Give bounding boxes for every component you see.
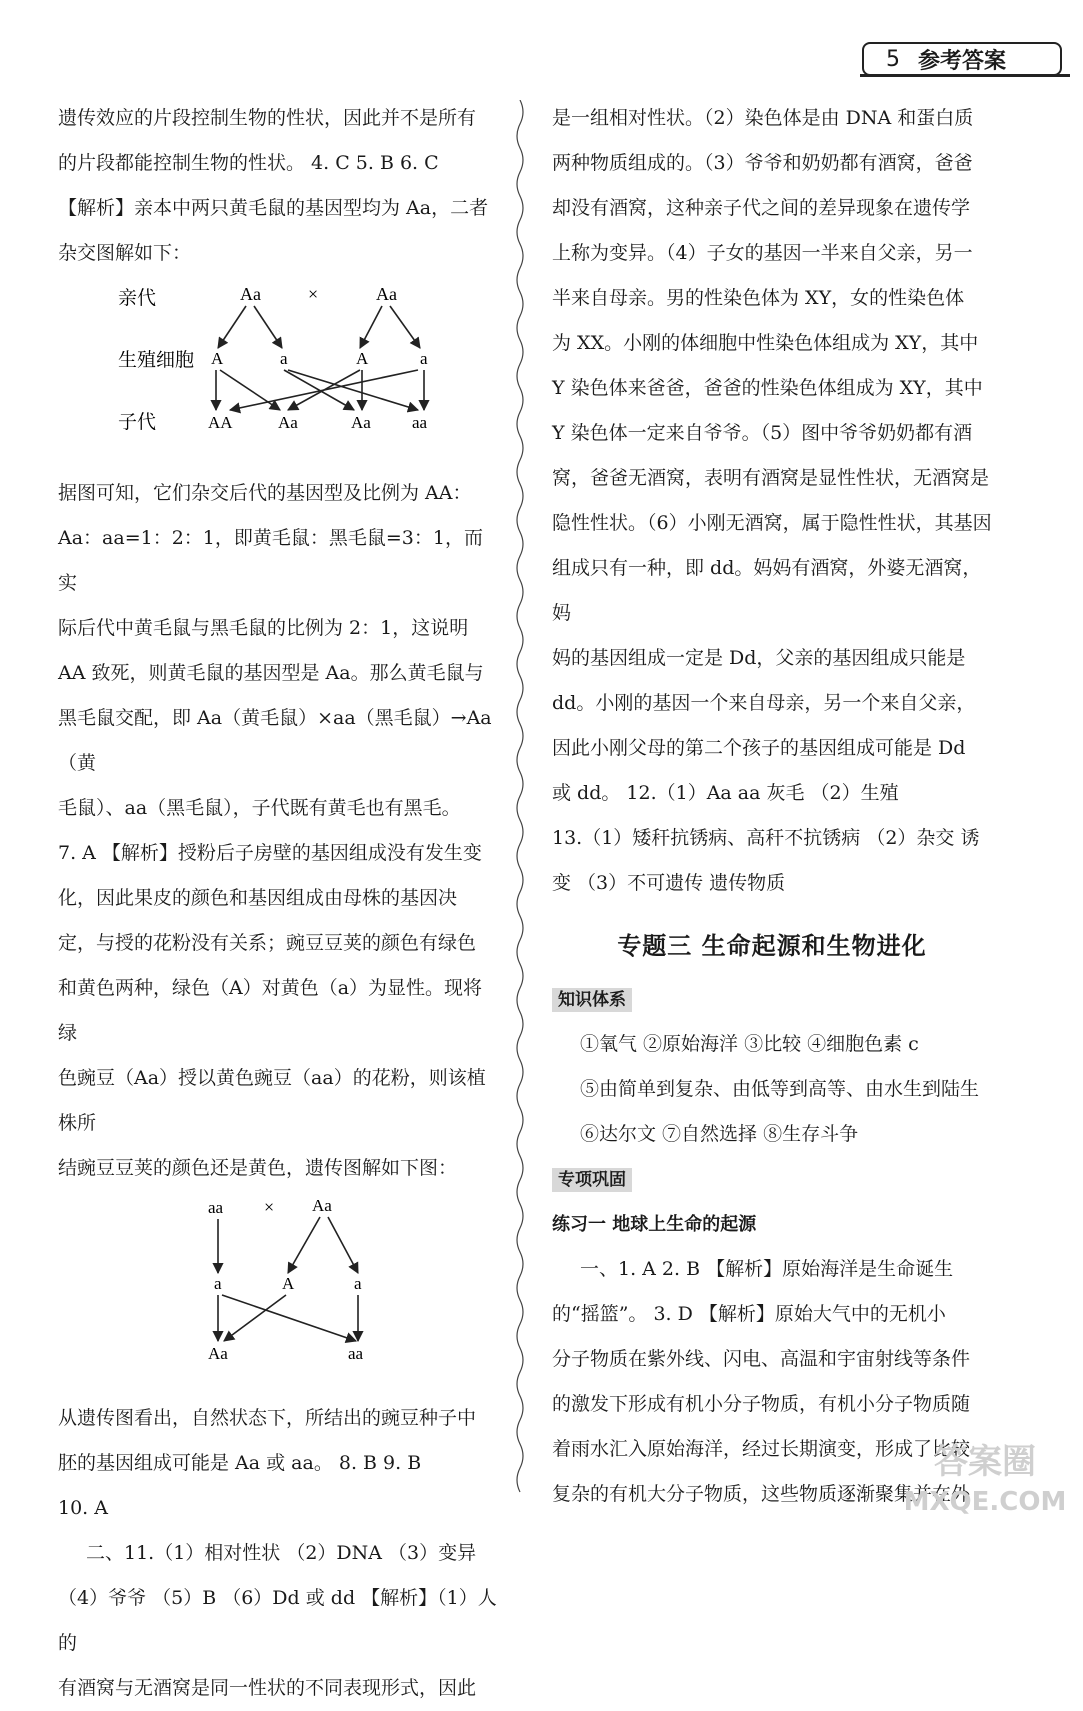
text-line: 从遗传图看出，自然状态下，所结出的豌豆种子中 xyxy=(58,1407,477,1429)
text-line: 13.（1）矮秆抗锈病、高秆不抗锈病 （2）杂交 诱 xyxy=(552,827,980,849)
text-line: 化，因此果皮的颜色和基因组成由母株的基因决 xyxy=(58,887,458,909)
parent-genotype: Aa xyxy=(376,284,397,304)
text-line: 定，与授的花粉没有关系；豌豆豆荚的颜色有绿色 xyxy=(58,932,477,954)
text-line: 分子物质在紫外线、闪电、高温和宇宙射线等条件 xyxy=(552,1348,971,1370)
text-line: 10. A xyxy=(58,1497,108,1519)
text-line: 复杂的有机大分子物质，这些物质逐渐聚集并在外 xyxy=(552,1483,971,1505)
text-line: 半来自母亲。男的性染色体为 XY，女的性染色体 xyxy=(552,287,965,309)
offspring-genotype: Aa xyxy=(208,1344,228,1363)
text-line: 妈的基因组成一定是 Dd，父亲的基因组成只能是 xyxy=(552,647,966,669)
row-label-parent: 亲代 xyxy=(118,288,157,309)
header-title: 参考答案 xyxy=(918,48,1007,74)
text-line: 色豌豆（Aa）授以黄色豌豆（aa）的花粉，则该植株所 xyxy=(58,1067,486,1134)
text-line: 际后代中黄毛鼠与黑毛鼠的比例为 2：1，这说明 xyxy=(58,617,469,639)
offspring-genotype: aa xyxy=(348,1344,364,1363)
text-line: 着雨水汇入原始海洋，经过长期演变，形成了比较 xyxy=(552,1438,971,1460)
offspring-genotype: Aa xyxy=(351,413,371,432)
row-label-gamete: 生殖细胞 xyxy=(118,350,195,371)
section-tag: 专项巩固 xyxy=(552,1168,632,1192)
text-line: 结豌豆豆荚的颜色还是黄色，遗传图解如下图： xyxy=(58,1157,458,1179)
gamete: A xyxy=(282,1274,295,1293)
text-line: AA 致死，则黄毛鼠的基因型是 Aa。那么黄毛鼠与 xyxy=(58,662,484,684)
knowledge-line: ①氧气 ②原始海洋 ③比较 ④细胞色素 c xyxy=(580,1033,919,1055)
text-line: 隐性性状。（6）小刚无酒窝，属于隐性性状，其基因 xyxy=(552,512,992,534)
knowledge-line: ⑤由简单到复杂、由低等到高等、由水生到陆生 xyxy=(580,1078,980,1100)
text-line: 杂交图解如下： xyxy=(58,242,192,264)
text-line: 黑毛鼠交配，即 Aa（黄毛鼠）×aa（黑毛鼠）→Aa（黄 xyxy=(58,707,492,774)
text-line: Y 染色体来爸爸，爸爸的性染色体组成为 XY，其中 xyxy=(552,377,983,399)
gamete: a xyxy=(280,349,288,368)
text-line: Y 染色体一定来自爷爷。（5）图中爷爷奶奶都有酒 xyxy=(552,422,973,444)
gamete: A xyxy=(356,349,369,368)
text-line: 因此小刚父母的第二个孩子的基因组成可能是 Dd xyxy=(552,737,966,759)
gamete: a xyxy=(354,1274,362,1293)
text-line: Aa：aa=1：2：1，即黄毛鼠：黑毛鼠=3：1，而实 xyxy=(58,527,483,594)
text-line: 两种物质组成的。（3）爷爷和奶奶都有酒窝，爸爸 xyxy=(552,152,973,174)
header-rule xyxy=(860,74,1070,77)
row-label-offspring: 子代 xyxy=(118,412,157,433)
text-line: 毛鼠）、aa（黑毛鼠），子代既有黄毛也有黑毛。 xyxy=(58,797,461,819)
text-line: 为 XX。小刚的体细胞中性染色体组成为 XY，其中 xyxy=(552,332,979,354)
text-line: 上称为变异。（4）子女的基因一半来自父亲，另一 xyxy=(552,242,973,264)
gamete: a xyxy=(214,1274,222,1293)
cross-arrows xyxy=(216,306,424,410)
offspring-genotype: Aa xyxy=(278,413,298,432)
page-header-tab xyxy=(862,42,1062,76)
text-line: 组成只有一种，即 dd。妈妈有酒窝，外婆无酒窝，妈 xyxy=(552,557,982,624)
cross-symbol: × xyxy=(308,284,319,304)
knowledge-line: ⑥达尔文 ⑦自然选择 ⑧生存斗争 xyxy=(580,1123,859,1145)
genetic-cross-diagram-2 xyxy=(58,1191,498,1379)
page-number: 5 xyxy=(886,46,900,72)
watermark-text: 答案圈 xyxy=(934,1442,1036,1482)
parent-genotype: Aa xyxy=(240,284,261,304)
text-line: 有酒窝与无酒窝是同一性状的不同表现形式，因此 xyxy=(58,1677,477,1699)
watermark-url: MXQE.COM xyxy=(903,1487,1067,1517)
text-line: 或 dd。 12.（1）Aa aa 灰毛 （2）生殖 xyxy=(552,782,899,804)
text-line: 和黄色两种，绿色（A）对黄色（a）为显性。现将绿 xyxy=(58,977,483,1044)
gamete: a xyxy=(420,349,428,368)
right-column xyxy=(552,96,992,1517)
text-line: 胚的基因组成可能是 Aa 或 aa。 8. B 9. B xyxy=(58,1452,422,1474)
text-line: 的片段都能控制生物的性状。 4. C 5. B 6. C xyxy=(58,152,439,174)
section-tag: 知识体系 xyxy=(552,988,632,1012)
text-line: 遗传效应的片段控制生物的性状，因此并不是所有 xyxy=(58,107,477,129)
text-line: 7. A 【解析】授粉后子房壁的基因组成没有发生变 xyxy=(58,842,482,864)
parent-genotype: aa xyxy=(208,1198,224,1217)
genetic-cross-diagram-1 xyxy=(58,276,498,454)
text-line: 【解析】亲本中两只黄毛鼠的基因型均为 Aa，二者 xyxy=(58,197,489,219)
section-title: 专题三 生命起源和生物进化 xyxy=(617,932,927,960)
exercise-heading: 练习一 地球上生命的起源 xyxy=(552,1214,757,1235)
cross-symbol: × xyxy=(264,1197,275,1217)
text-line: dd。小刚的基因一个来自母亲，另一个来自父亲， xyxy=(552,692,976,714)
column-divider xyxy=(513,100,527,1500)
text-line: 二、11.（1）相对性状 （2）DNA （3）变异 xyxy=(86,1542,477,1564)
offspring-genotype: AA xyxy=(208,413,233,432)
text-line: 据图可知，它们杂交后代的基因型及比例为 AA： xyxy=(58,482,472,504)
text-line: 窝，爸爸无酒窝，表明有酒窝是显性性状，无酒窝是 xyxy=(552,467,990,489)
text-line: 的激发下形成有机小分子物质，有机小分子物质随 xyxy=(552,1393,971,1415)
left-column xyxy=(58,96,498,1711)
gamete: A xyxy=(211,349,224,368)
text-line: 却没有酒窝，这种亲子代之间的差异现象在遗传学 xyxy=(552,197,971,219)
text-line: 是一组相对性状。（2）染色体是由 DNA 和蛋白质 xyxy=(552,107,974,129)
text-line: 一、1. A 2. B 【解析】原始海洋是生命诞生 xyxy=(580,1258,954,1280)
text-line: 的“摇篮”。 3. D 【解析】原始大气中的无机小 xyxy=(552,1303,946,1325)
offspring-genotype: aa xyxy=(412,413,428,432)
text-line: 变 （3）不可遗传 遗传物质 xyxy=(552,872,786,894)
parent-genotype: Aa xyxy=(312,1196,332,1215)
text-line: （4）爷爷 （5）B （6）Dd 或 dd 【解析】（1）人的 xyxy=(58,1587,497,1654)
watermark xyxy=(900,1440,1070,1530)
